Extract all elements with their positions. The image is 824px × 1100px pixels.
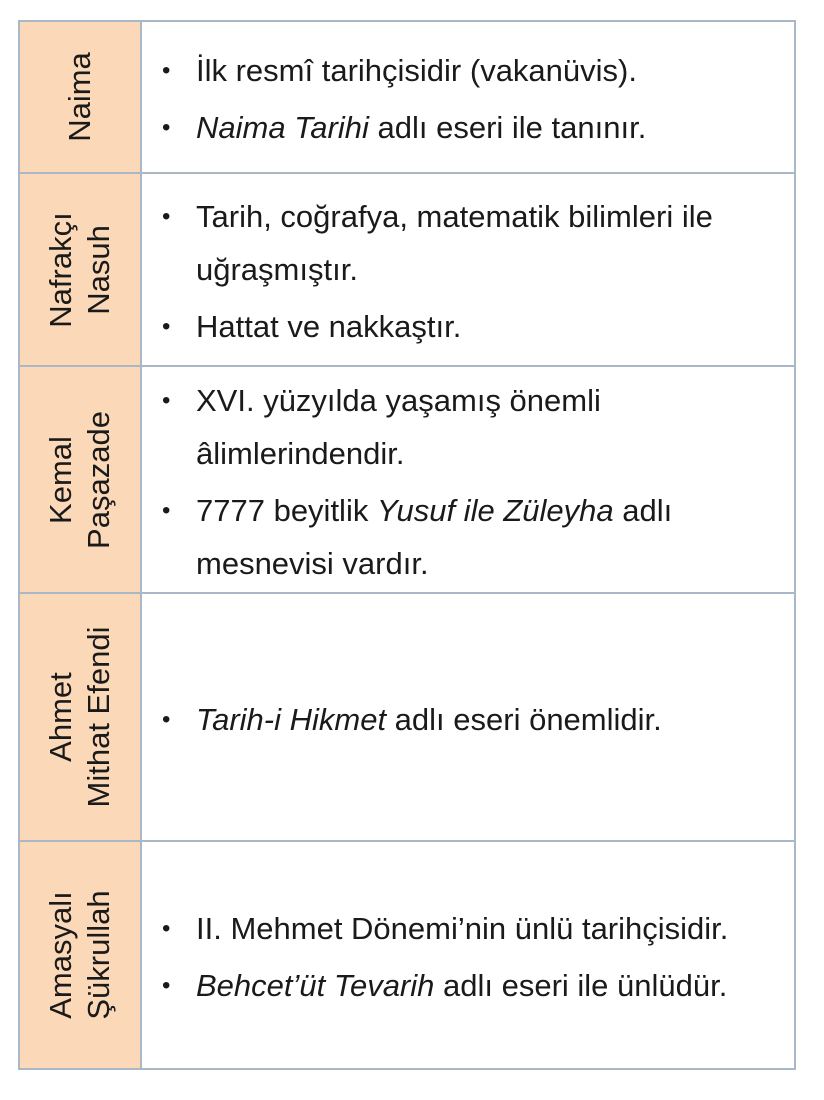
work-title: Tarih-i Hikmet <box>196 701 387 737</box>
historian-name <box>61 52 99 142</box>
name-line: Mithat Efendi <box>81 626 116 808</box>
name-line: Nasuh <box>81 224 116 315</box>
item-text: İlk resmî tarihçisidir (vakanüvis). <box>196 53 637 88</box>
bullet-icon: • <box>162 915 171 942</box>
historian-name <box>42 890 118 1019</box>
bullet-icon: • <box>162 57 171 84</box>
bullet-list <box>156 186 774 357</box>
list-item <box>156 190 774 296</box>
table-row <box>20 367 794 594</box>
name-line: Ahmet <box>43 672 78 762</box>
bullet-icon: • <box>162 972 171 999</box>
historian-name <box>42 411 118 549</box>
list-item <box>156 959 774 1012</box>
table-row <box>20 594 794 842</box>
name-line: Paşazade <box>81 410 116 549</box>
content-cell <box>142 367 794 592</box>
name-line: Şükrullah <box>81 890 116 1020</box>
content-cell <box>142 174 794 365</box>
name-cell <box>20 594 142 840</box>
name-line: Amasyalı <box>43 891 78 1019</box>
list-item <box>156 902 774 955</box>
name-cell <box>20 367 142 592</box>
table-row <box>20 22 794 174</box>
item-text: II. Mehmet Dönemi’nin ünlü tarihçisidir. <box>196 911 729 946</box>
list-item <box>156 484 774 590</box>
item-text: 7777 beyitlik <box>196 492 377 528</box>
table-row <box>20 842 794 1068</box>
item-text: adlı mesnevisi vardır. <box>196 492 673 581</box>
bullet-list <box>156 689 774 750</box>
bullet-icon: • <box>162 203 171 230</box>
bullet-icon: • <box>162 705 171 733</box>
bullet-icon: • <box>162 496 171 524</box>
content-cell <box>142 594 794 840</box>
name-cell <box>20 22 142 172</box>
table-row <box>20 174 794 367</box>
name-cell <box>20 842 142 1068</box>
item-text: adlı eseri ile tanınır. <box>368 110 647 145</box>
work-title: Naima Tarihi <box>196 110 369 145</box>
name-cell <box>20 174 142 365</box>
name-line: Kemal <box>43 435 78 524</box>
name-line: Nafrakçı <box>43 211 78 328</box>
historian-name <box>42 627 118 808</box>
content-cell <box>142 22 794 172</box>
work-title: Yusuf ile Züleyha <box>376 492 614 528</box>
bullet-icon: • <box>162 114 171 141</box>
list-item <box>156 300 774 353</box>
work-title: Behcet’üt Tevarih <box>196 968 435 1003</box>
item-text: Hattat ve nakkaştır. <box>196 309 462 344</box>
bullet-list <box>156 898 774 1016</box>
item-text: adlı eseri önemlidir. <box>386 701 662 737</box>
list-item <box>156 44 774 97</box>
bullet-icon: • <box>162 386 171 414</box>
item-text: adlı eseri ile ünlüdür. <box>434 968 728 1003</box>
name-line: Naima <box>62 52 97 142</box>
content-cell <box>142 842 794 1068</box>
item-text: XVI. yüzyılda yaşamış önemli âlimlerindendir. <box>196 382 601 471</box>
bullet-list <box>156 370 774 594</box>
bullet-icon: • <box>162 313 171 340</box>
item-text: Tarih, coğrafya, matematik bilimleri ile uğraşmıştır. <box>196 199 713 287</box>
bullet-list <box>156 40 774 158</box>
historians-table <box>18 20 796 1070</box>
historian-name <box>42 212 118 327</box>
list-item <box>156 374 774 480</box>
list-item <box>156 101 774 154</box>
list-item <box>156 693 774 746</box>
